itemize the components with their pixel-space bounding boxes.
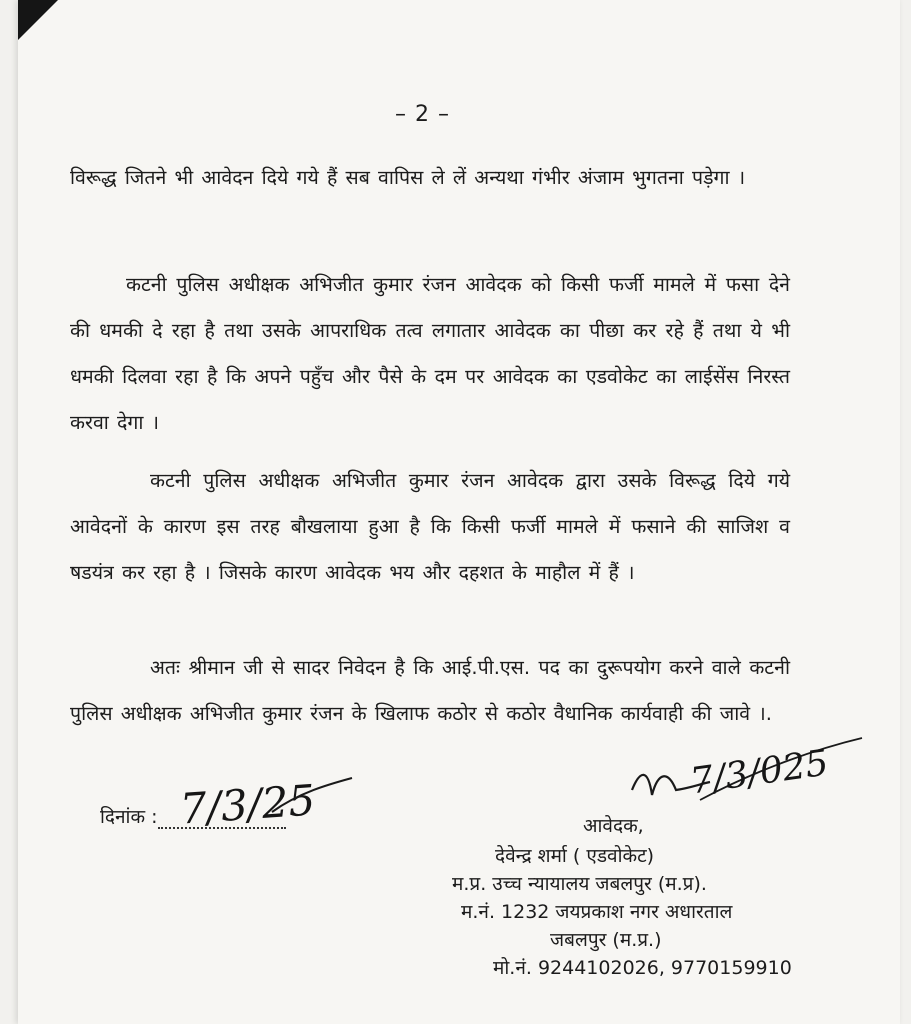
page-number: – 2 – — [395, 102, 450, 127]
applicant-address-line1: म.नं. 1232 जयप्रकाश नगर अधारताल — [461, 901, 733, 923]
paragraph-1: विरूद्ध जितने भी आवेदन दिये गये हैं सब वापिस ले लें अन्यथा गंभीर अंजाम भुगतना पड़ेगा । — [70, 166, 746, 189]
paragraph-4: अतः श्रीमान जी से सादर निवेदन है कि आई.पी.एस. पद का दुरूपयोग करने वाले कटनी पुलिस अधीक्षक अभिजीत कुमार रंजन के खिलाफ कठोर से कठोर वैधानिक कार्यवाही की जावे ।. — [70, 656, 790, 725]
signature-date: 7/3/025 — [687, 742, 831, 803]
applicant-mobile: मो.नं. 9244102026, 9770159910 — [493, 957, 792, 979]
date-underline-stroke — [272, 778, 352, 812]
paragraph-3: कटनी पुलिस अधीक्षक अभिजीत कुमार रंजन आवेदक द्वारा उसके विरूद्ध दिये गये आवेदनों के कारण इस तरह बौखलाया हुआ है कि किसी फर्जी मामले में फसाने की साजिश व षडयंत्र कर रहा है । जिसके कारण आवेदक भय और दहशत के माहौल में हैं । — [70, 469, 790, 584]
applicant-address-line2: जबलपुर (म.प्र.) — [550, 929, 662, 951]
date-label: दिनांक : — [100, 806, 158, 828]
applicant-name: देवेन्द्र शर्मा ( एडवोकेट) — [495, 845, 655, 867]
handwritten-date: 7/3/25 — [178, 775, 317, 834]
applicant-title: आवेदक, — [583, 815, 644, 837]
paragraph-2: कटनी पुलिस अधीक्षक अभिजीत कुमार रंजन आवेदक को किसी फर्जी मामले में फसा देने की धमकी दे रहा है तथा उसके आपराधिक तत्व लगातार आवेदक का पीछा कर रहे हैं तथा ये भी धमकी दिलवा रहा है कि अपने पहुँच और पैसे के दम पर आवेदक का एडवोकेट का लाईसेंस निरस्त करवा देगा । — [70, 273, 790, 434]
applicant-court: म.प्र. उच्च न्यायालय जबलपुर (म.प्र). — [452, 873, 707, 895]
